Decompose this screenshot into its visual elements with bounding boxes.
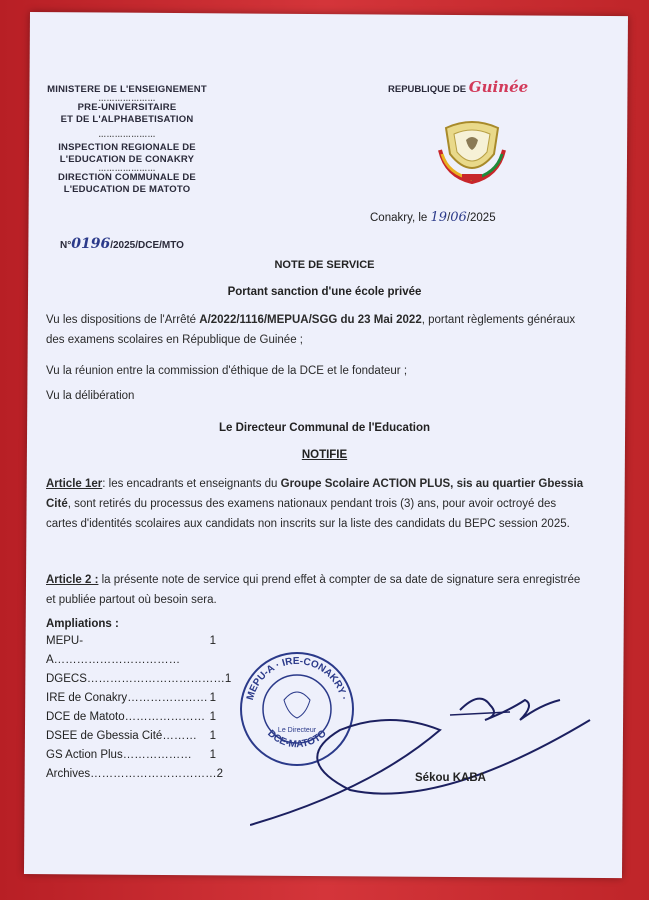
separator-dots: …………………	[98, 94, 156, 103]
date-month: 06	[450, 210, 467, 225]
article-2-label: Article 2 :	[46, 574, 99, 586]
ampliation-item	[46, 670, 232, 689]
handwritten-signature-icon	[250, 670, 610, 840]
ampliation-item	[46, 689, 216, 708]
authority-title: Le Directeur Communal de l'Education	[218, 422, 431, 434]
country-name: Guinée	[468, 78, 529, 96]
article-1-text: : les encadrants et enseignants du	[102, 478, 281, 490]
date-day: 19	[430, 210, 448, 225]
separator-dots: …………………	[98, 130, 156, 139]
ampliation-dots: ………………	[122, 749, 192, 761]
ampliation-dots: …………………	[124, 711, 206, 723]
article-1	[46, 474, 586, 534]
signatory-name: Sékou KABA	[415, 772, 486, 784]
inspection-line-1: INSPECTION REGIONALE DE	[58, 142, 196, 153]
svg-text:Le Directeur: Le Directeur	[277, 727, 317, 734]
document-date: Conakry, le 19/06/2025	[370, 210, 496, 225]
ampliation-name: DCE de Matoto	[46, 711, 125, 723]
ministry-line-3: ET DE L'ALPHABETISATION	[60, 114, 194, 125]
article-2-text: la présente note de service qui prend effet à compter de sa date de signature sera enregistrée et publiée partout où besoin sera.	[46, 574, 581, 606]
reference-suffix: /2025/DCE/MTO	[110, 240, 184, 251]
ampliation-dots: ………	[162, 730, 197, 742]
direction-line-1: DIRECTION COMMUNALE DE	[58, 172, 196, 183]
article-1-label: Article 1er	[46, 478, 103, 490]
ampliation-dots: ……………………………	[90, 768, 217, 780]
ampliation-dots: …………………	[127, 692, 208, 704]
reference-handwritten-number: 0196	[71, 236, 111, 252]
ampliation-item	[46, 746, 216, 765]
ampliation-item	[46, 708, 216, 727]
ampliation-dots: ……………………………	[53, 654, 181, 666]
ampliation-item	[46, 765, 224, 784]
ampliation-count: 1	[209, 730, 216, 742]
school-name: Groupe Scolaire ACTION PLUS, sis au quartier Gbessia Cité	[46, 478, 584, 510]
inspection-line-2: L'EDUCATION DE CONAKRY	[59, 154, 195, 165]
ampliation-name: GS Action Plus	[46, 749, 123, 761]
document-subtitle: Portant sanction d'une école privée	[227, 286, 422, 298]
ampliation-count: 1	[209, 711, 216, 723]
ampliation-name: DSEE de Gbessia Cité	[46, 730, 163, 742]
ampliation-count: 2	[216, 768, 224, 780]
consideration-1-text: Vu les dispositions de l'Arrêté	[46, 314, 200, 326]
direction-line-2: L'EDUCATION DE MATOTO	[63, 184, 191, 195]
svg-text:DCE-MATOTO: DCE-MATOTO	[265, 728, 329, 751]
ampliations-title: Ampliations :	[46, 618, 119, 630]
ampliation-name: DGECS	[46, 673, 87, 685]
header-left	[42, 84, 212, 199]
header-right	[388, 78, 528, 96]
reference-number	[60, 236, 184, 252]
separator-dots: …………………	[98, 164, 156, 173]
article-2	[46, 570, 586, 610]
ampliation-name: MEPU-A	[46, 635, 84, 666]
ampliation-item	[46, 632, 216, 670]
article-1-text-end: , sont retirés du processus des examens nationaux pendant trois (3) ans, pour avoir octroyé des cartes d'identités scolaires aux candidats non inscrits sur la liste des candidats du BEPC session 2025.	[46, 498, 570, 530]
date-prefix: Conakry, le	[370, 212, 428, 224]
ampliation-item	[46, 727, 216, 746]
ampliation-count: 1	[209, 635, 216, 647]
consideration-2: Vu la réunion entre la commission d'éthique de la DCE et le fondateur ;	[46, 365, 408, 377]
ampliation-count: 1	[224, 673, 232, 685]
ampliation-count: 1	[209, 692, 216, 704]
consideration-1	[46, 310, 586, 350]
document-title: NOTE DE SERVICE	[274, 259, 375, 271]
ampliation-count: 1	[209, 749, 216, 761]
ampliation-name: IRE de Conakry	[46, 692, 128, 704]
ministry-line-1: MINISTERE DE L'ENSEIGNEMENT	[47, 84, 207, 95]
ministry-line-2: PRE-UNIVERSITAIRE	[77, 102, 177, 113]
ampliations-list	[46, 618, 232, 784]
notifie-heading: NOTIFIE	[301, 449, 348, 461]
svg-text:MEPU-A · IRE-CONAKRY ·: MEPU-A · IRE-CONAKRY ·	[244, 655, 350, 702]
republic-label: REPUBLIQUE DE	[388, 84, 467, 95]
date-year: 2025	[470, 212, 496, 224]
reference-prefix: N°	[60, 240, 72, 251]
ampliation-dots: ………………………………	[86, 673, 225, 685]
decree-reference: A/2022/1116/MEPUA/SGG du 23 Mai 2022	[199, 314, 422, 326]
consideration-1-end: , portant règlements généraux des examens scolaires en République de Guinée ;	[46, 314, 576, 346]
ampliation-name: Archives	[46, 768, 91, 780]
coat-of-arms-icon	[432, 110, 512, 190]
consideration-3: Vu la délibération	[46, 390, 135, 402]
